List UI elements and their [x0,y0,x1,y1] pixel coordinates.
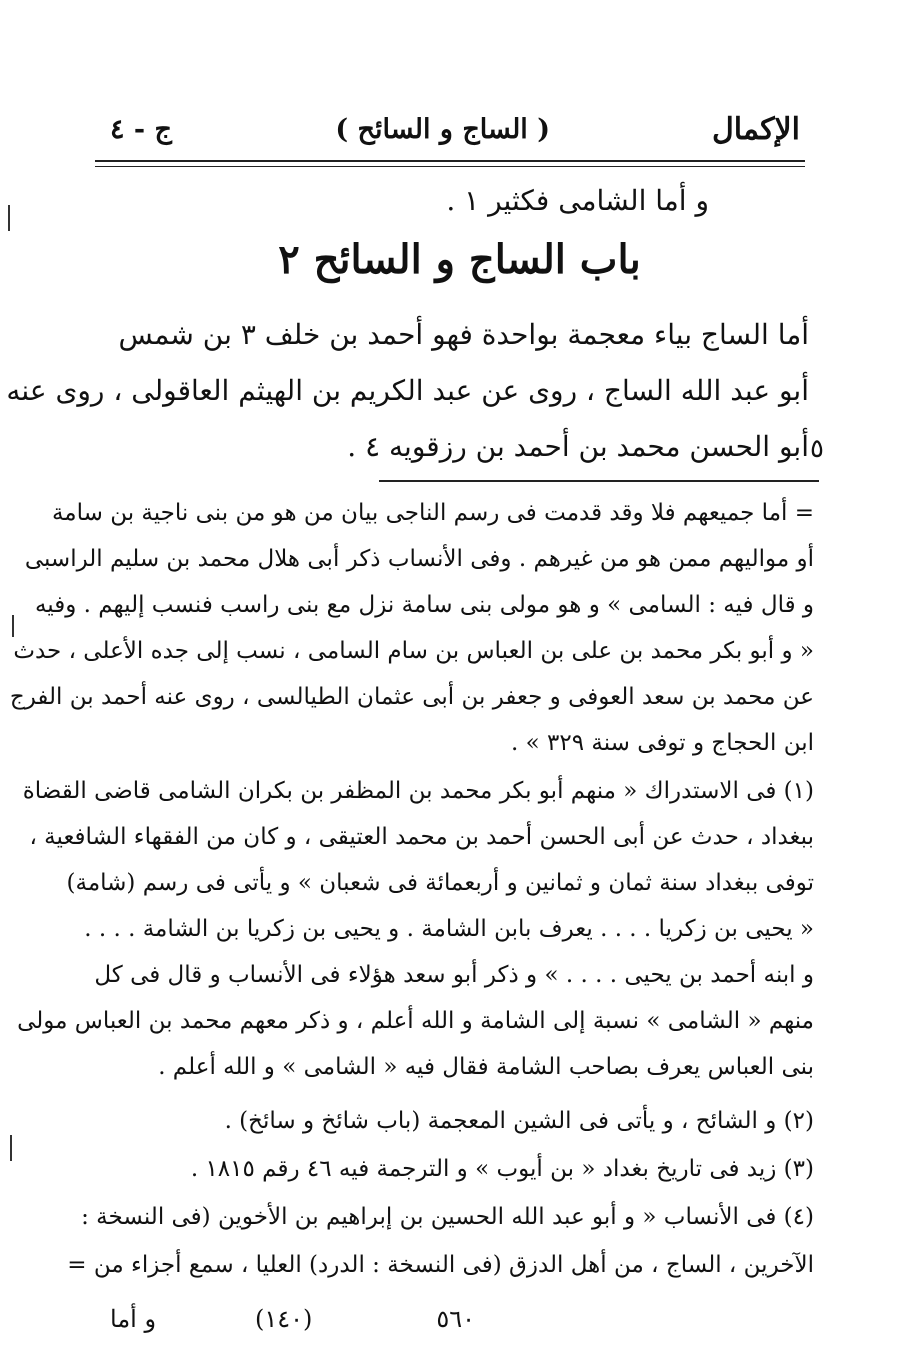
line-number: ٥ [810,434,824,464]
footnote-line: توفى ببغداد سنة ثمان و ثمانين و أربعمائة فى شعبان » و يأتى فى رسم (شامة) [66,870,814,896]
footnote-line: الآخرين ، الساج ، من أهل الدزق (فى النسخة : الدرد) العليا ، سمع أجزاء من = [67,1252,814,1278]
footnote-line: و قال فيه : السامى » و هو مولى بنى سامة نزل مع بنى راسب فنسب إليهم . وفيه [34,592,814,618]
paragraph-line: أبو عبد الله الساج ، روى عن عبد الكريم بن الهيثم العاقولى ، روى عنه [6,374,809,407]
footnote-line: ببغداد ، حدث عن أبى الحسن أحمد بن محمد العتيقى ، و كان من الفقهاء الشافعية ، [29,824,814,850]
running-header [110,112,800,152]
continuation-word: و أما [110,1305,157,1333]
footnote-line: منهم « الشامى » نسبة إلى الشامة و الله أعلم ، و ذكر معهم محمد بن العباس مولى [17,1008,814,1034]
page-footer [110,1305,800,1345]
footnote-line: ابن الحجاج و توفى سنة ٣٢٩ » . [511,730,814,756]
footnote-line: « و أبو بكر محمد بن على بن العباس بن سام السامى ، نسب إلى جده الأعلى ، حدث [13,638,814,664]
footnote-line: « يحيى بن زكريا . . . . يعرف بابن الشامة . و يحيى بن زكريا بن الشامة . . . . [84,916,814,942]
footnote-separator [379,480,819,482]
footnote-line: و ابنه أحمد بن يحيى . . . . » و ذكر أبو سعد هؤلاء فى الأنساب و قال فى كل [94,962,814,988]
paragraph-line: أما الساج بياء معجمة بواحدة فهو أحمد بن خلف ٣ بن شمس [118,318,809,351]
chapter-title: باب الساج و السائح ٢ [278,236,641,283]
footnote-line: = أما جميعهم فلا وقد قدمت فى رسم الناجى بيان من هو من بنى ناجية بن سامة [51,500,814,526]
intro-line: و أما الشامى فكثير ١ . [446,184,709,217]
page-number: ٥٦٠ [436,1305,475,1333]
margin-mark [12,615,14,637]
bracket-number: (١٤٠) [255,1305,313,1333]
header-rule-thin [95,166,805,167]
margin-mark [10,1135,12,1161]
footnote-line: (٢) و الشائح ، و يأتى فى الشين المعجمة (باب شائخ و سائخ) . [224,1108,814,1134]
footnote-line: بنى العباس يعرف بصاحب الشامة فقال فيه « الشامى » و الله أعلم . [158,1054,814,1080]
footnote-line: عن محمد بن سعد العوفى و جعفر بن أبى عثمان الطيالسى ، روى عنه أحمد بن الفرج [9,684,814,710]
header-rule [95,160,805,162]
footnote-line: (١) فى الاستدراك « منهم أبو بكر محمد بن المظفر بن بكران الشامى قاضى القضاة [22,778,814,804]
book-title: الإكمال [711,112,800,147]
margin-mark [8,205,10,231]
footnote-line: (٣) زيد فى تاريخ بغداد « بن أيوب » و الترجمة فيه ٤٦ رقم ١٨١٥ . [190,1156,814,1182]
section-title: ( الساج و السائح ) [335,114,550,145]
paragraph-line: أبو الحسن محمد بن أحمد بن رزقويه ٤ . [347,430,809,463]
volume-number: ج - ٤ [110,114,172,145]
footnote-line: أو مواليهم ممن هو من غيرهم . وفى الأنساب ذكر أبى هلال محمد بن سليم الراسبى [24,546,814,572]
footnote-line: (٤) فى الأنساب « و أبو عبد الله الحسين بن إبراهيم بن الأخوين (فى النسخة : [81,1204,814,1230]
